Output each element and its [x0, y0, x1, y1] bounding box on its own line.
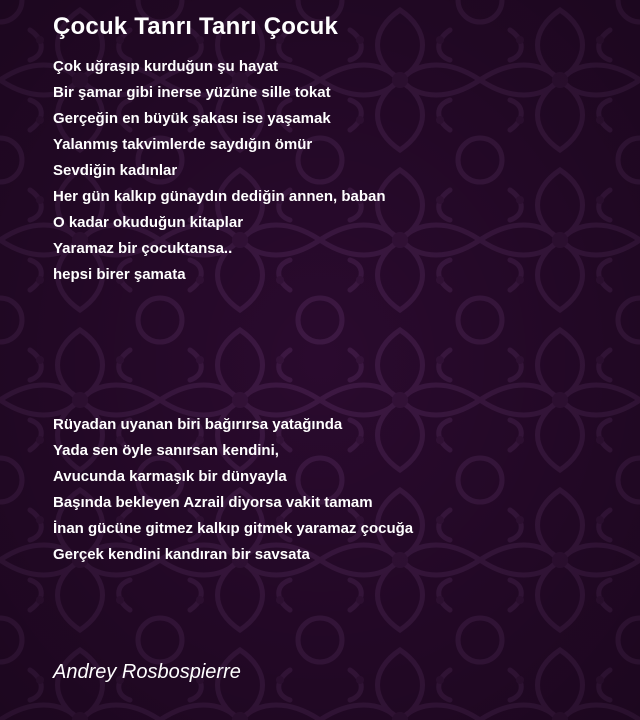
poem-line: Yaramaz bir çocuktansa..	[53, 240, 233, 257]
poem-line: Başında bekleyen Azrail diyorsa vakit tamam	[53, 494, 373, 511]
poem-line: O kadar okuduğun kitaplar	[53, 214, 244, 231]
poem-author: Andrey Rosbospierre	[53, 661, 241, 683]
poem-line: Avucunda karmaşık bir dünyayla	[53, 468, 287, 485]
poem-line: Sevdiğin kadınlar	[53, 162, 178, 179]
stanza-2	[53, 412, 413, 568]
poem-line: İnan gücüne gitmez kalkıp gitmek yaramaz çocuğa	[53, 520, 414, 537]
poem-line: hepsi birer şamata	[53, 266, 186, 283]
poem-line: Yalanmış takvimlerde saydığın ömür	[53, 136, 313, 153]
poem-line: Yada sen öyle sanırsan kendini,	[53, 442, 279, 459]
poem-line: Çok uğraşıp kurduğun şu hayat	[53, 58, 279, 75]
poem-line: Bir şamar gibi inerse yüzüne sille tokat	[53, 84, 331, 101]
poem-title: Çocuk Tanrı Tanrı Çocuk	[53, 13, 339, 40]
poem-line: Her gün kalkıp günaydın dediğin annen, baban	[53, 188, 386, 205]
poem-line: Rüyadan uyanan biri bağırırsa yatağında	[53, 416, 343, 433]
stanza-1	[53, 54, 386, 288]
poem-line: Gerçek kendini kandıran bir savsata	[53, 546, 310, 563]
poem-line: Gerçeğin en büyük şakası ise yaşamak	[53, 110, 331, 127]
